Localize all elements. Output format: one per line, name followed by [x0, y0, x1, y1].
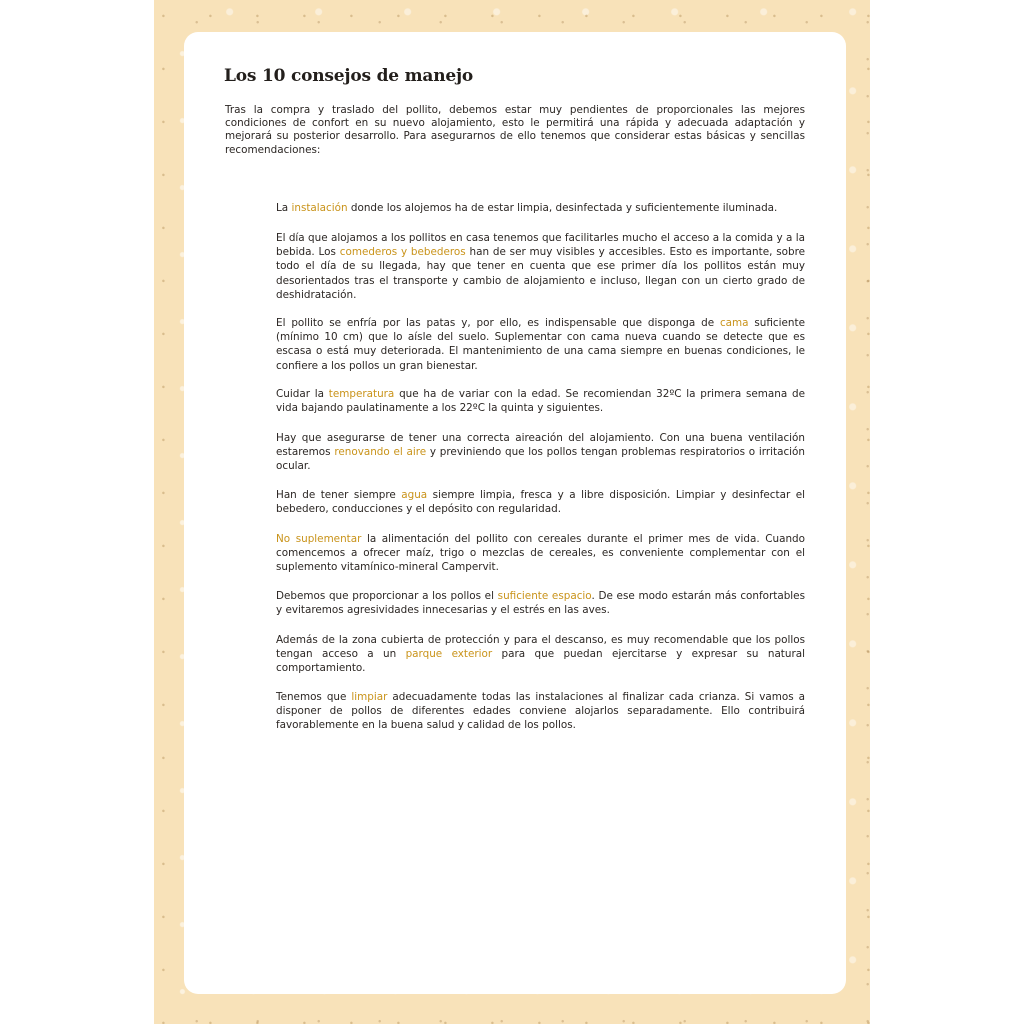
tip-highlight: comederos y bebederos — [339, 246, 466, 259]
tip-text: El pollito se enfría por las patas y, por ello, es indispensable que disponga de cama suficiente (mínimo 10 cm) que lo aísle del suelo. Suplementar con cama nueva cuando se detecte que es escasa o está muy deteriorada. El mantenimiento de una cama siempre en buenas condiciones, le confiere a los pollos un gran bienestar. — [276, 317, 805, 372]
tip-text: Además de la zona cubierta de protección y para el descanso, es muy recomendable que los pollos tengan acceso a un parque exterior para que puedan ejercitarse y expresar su natural comportamiento. — [276, 634, 805, 675]
tip-highlight: No suplementar — [276, 533, 362, 545]
tip-highlight: limpiar — [351, 691, 388, 703]
tip-highlight: agua — [401, 489, 428, 501]
tip-highlight: renovando el aire — [334, 446, 427, 459]
page-title: Los 10 consejos de manejo — [224, 66, 474, 86]
tip-text: La instalación donde los alojemos ha de estar limpia, desinfectada y suficientemente iluminada. — [276, 202, 778, 214]
tip-text: El día que alojamos a los pollitos en casa tenemos que facilitarles mucho el acceso a la comida y a la bebida. Los comederos y bebederos han de ser muy visibles y accesibles. Esto es importante, sobre todo el día de su llegada, hay que tener en cuenta que ese primer día los pollitos están muy desorientados tras el transporte y cambio de alojamiento e incluso, llegan con un cierto grado de deshidratación. — [276, 232, 805, 301]
tip-text: Debemos que proporcionar a los pollos el suficiente espacio. De ese modo estarán más confortables y evitaremos agresividades innecesarias y el estrés en las aves. — [276, 590, 805, 617]
tip-highlight: instalación — [291, 202, 348, 214]
tip-text: Cuidar la temperatura que ha de variar con la edad. Se recomiendan 32ºC la primera semana de vida bajando paulatinamente a los 22ºC la quinta y siguientes. — [276, 388, 805, 415]
intro-paragraph: Tras la compra y traslado del pollito, debemos estar muy pendientes de proporcionales las mejores condiciones de confort en su nuevo alojamiento, esto le permitirá una rápida y adecuada adaptación y mejorará su posterior desarrollo. Para asegurarnos de ello tenemos que considerar estas básicas y sencillas recomendaciones: — [225, 104, 805, 156]
tip-text: Tenemos que limpiar adecuadamente todas las instalaciones al finalizar cada crianza. Si vamos a disponer de pollos de diferentes edades conviene alojarlos separadamente. Ello contribuirá favorablemente en la buena salud y calidad de los pollos. — [276, 691, 805, 732]
tip-text: No suplementar la alimentación del pollito con cereales durante el primer mes de vida. Cuando comencemos a ofrecer maíz, trigo o mezclas de cereales, es conveniente complementar con el suplemento vitamínico-mineral Campervit. — [276, 533, 805, 574]
tip-highlight: cama — [719, 317, 749, 329]
tip-highlight: parque exterior — [405, 648, 493, 661]
tip-highlight: suficiente espacio — [497, 590, 592, 602]
tip-highlight: temperatura — [328, 388, 395, 400]
tip-text: Han de tener siempre agua siempre limpia, fresca y a libre disposición. Limpiar y desinfectar el bebedero, conducciones y el depósito con regularidad. — [276, 489, 805, 516]
tip-text: Hay que asegurarse de tener una correcta aireación del alojamiento. Con una buena ventilación estaremos renovando el aire y previniendo que los pollos tengan problemas respiratorios o irritación ocular. — [276, 432, 806, 473]
